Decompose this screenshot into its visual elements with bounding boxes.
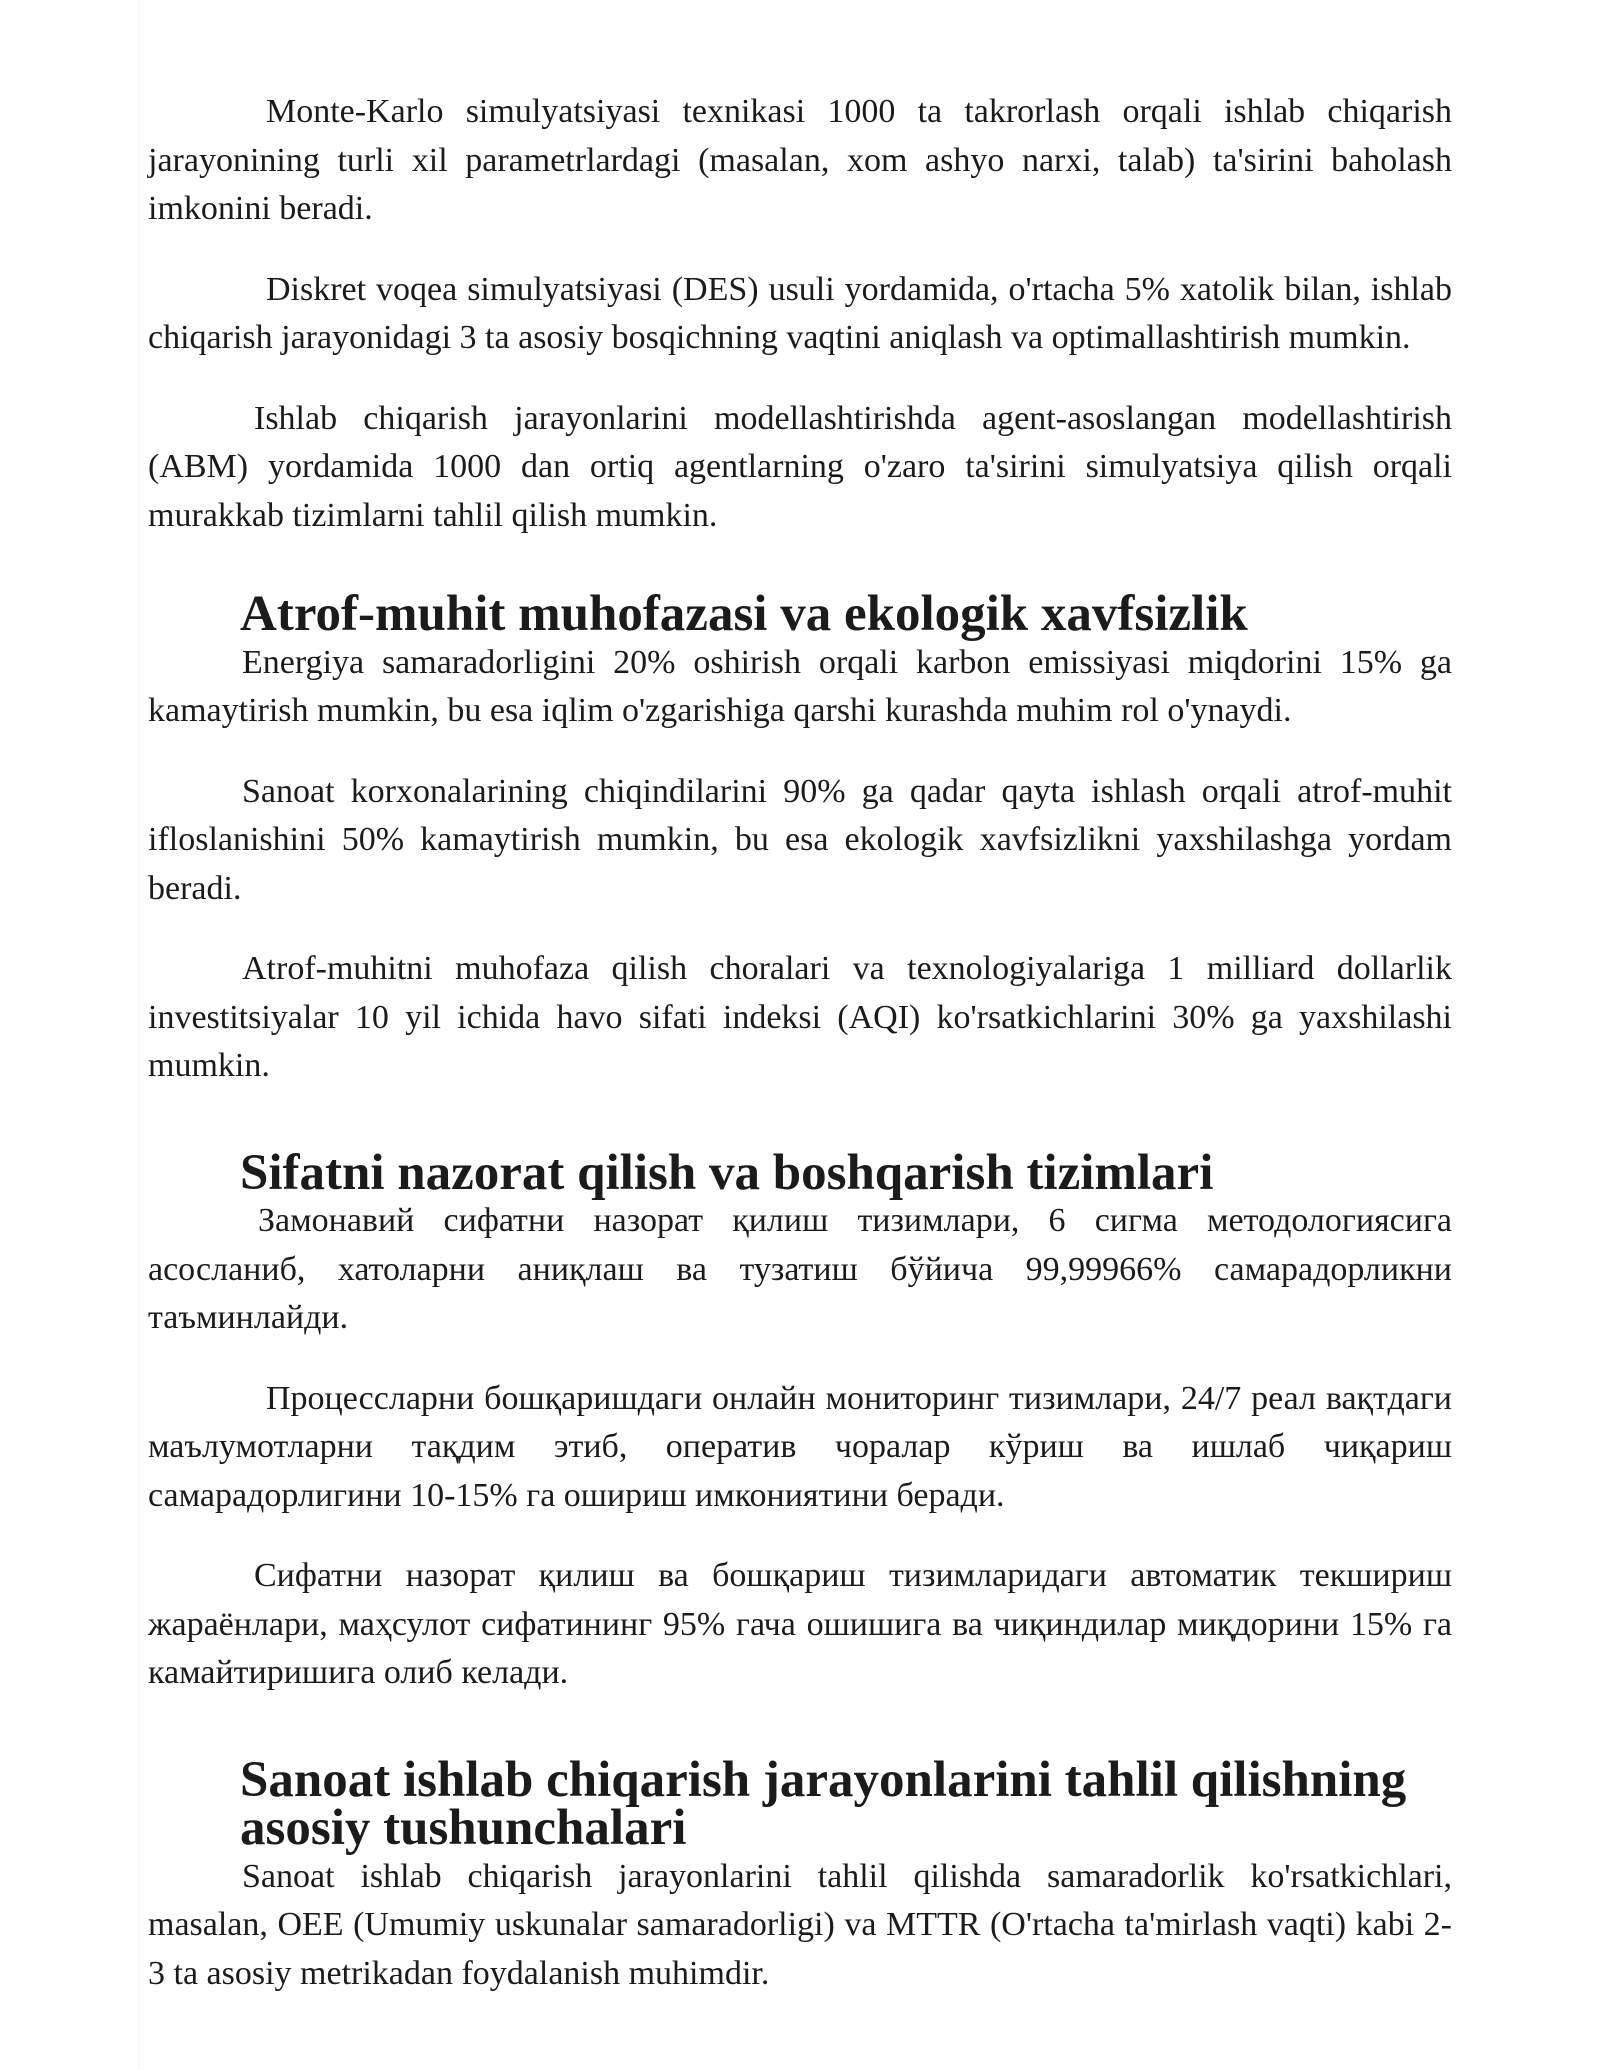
paragraph: Sanoat korxonalarining chiqindilarini 90% ga qadar qayta ishlash orqali atrof-muhit ifloslanishini 50% kamaytirish mumkin, bu esa ekologik xavfsizlikni yaxshilashga yordam beradi.	[148, 772, 1452, 907]
paragraph: Sanoat ishlab chiqarish jarayonlarini tahlil qilishda samaradorlik ko'rsatkichlari, masalan, OEE (Umumiy uskunalar samaradorligi) va MTTR (O'rtacha ta'mirlash vaqti) kabi 2-3 ta asosiy metrikadan foydalanish muhimdir.	[148, 1857, 1452, 1992]
paragraph: Energiya samaradorligini 20% oshirish orqali karbon emissiyasi miqdorini 15% ga kamaytirish mumkin, bu esa iqlim o'zgarishiga qarshi kurashda muhim rol o'ynaydi.	[148, 643, 1452, 729]
paragraph-discrete-event-simulation: Diskret voqea simulyatsiyasi (DES) usuli yordamida, o'rtacha 5% xatolik bilan, ishlab chiqarish jarayonidagi 3 ta asosiy bosqichning vaqtini aniqlash va optimallashtirish mumkin.	[148, 270, 1452, 356]
section-heading: Atrof-muhit muhofazasi va ekologik xavfsizlik	[240, 586, 1248, 642]
section-environment	[148, 586, 1452, 1091]
paragraph: Сифатни назорат қилиш ва бошқариш тизимларидаги автоматик текшириш жараёнлари, маҳсулот сифатининг 95% гача ошишига ва чиқиндилар миқдорини 15% га камайтиришига олиб келади.	[148, 1557, 1452, 1691]
paragraph-agent-based-modeling: Ishlab chiqarish jarayonlarini modellashtirishda agent-asoslangan modellashtirish (ABM) yordamida 1000 dan ortiq agentlarning o'zaro ta'sirini simulyatsiya qilish orqali murakkab tizimlarni tahlil qilish mumkin.	[148, 399, 1452, 534]
section-heading: Sifatni nazorat qilish va boshqarish tizimlari	[240, 1144, 1214, 1201]
section-production-analysis	[148, 1751, 1452, 1999]
paragraph-monte-carlo: Monte-Karlo simulyatsiyasi texnikasi 1000 ta takrorlash orqali ishlab chiqarish jarayonining turli xil parametrlardagi (masalan, xom ashyo narxi, talab) ta'sirini baholash imkonini beradi.	[148, 93, 1452, 227]
paragraph: Замонавий сифатни назорат қилиш тизимлари, 6 сигма методологиясига асосланиб, хатоларни аниқлаш ва тузатиш бўйича 99,99966% самарадорликни таъминлайди.	[148, 1202, 1452, 1336]
paragraph: Процессларни бошқаришдаги онлайн мониторинг тизимлари, 24/7 реал вақтдаги маълумотларни тақдим этиб, оператив чоралар кўриш ва ишлаб чиқариш самарадорлигини 10-15% га ошириш имкониятини беради.	[148, 1379, 1452, 1514]
section-quality-control	[148, 1144, 1452, 1698]
document-body	[148, 88, 1452, 1998]
section-heading: Sanoat ishlab chiqarish jarayonlarini tahlil qilishning asosiy tushunchalari	[240, 1751, 1407, 1856]
paragraph: Atrof-muhitni muhofaza qilish choralari va texnologiyalariga 1 milliard dollarlik investitsiyalar 10 yil ichida havo sifati indeksi (AQI) ko'rsatkichlarini 30% ga yaxshilashi mumkin.	[148, 950, 1452, 1084]
